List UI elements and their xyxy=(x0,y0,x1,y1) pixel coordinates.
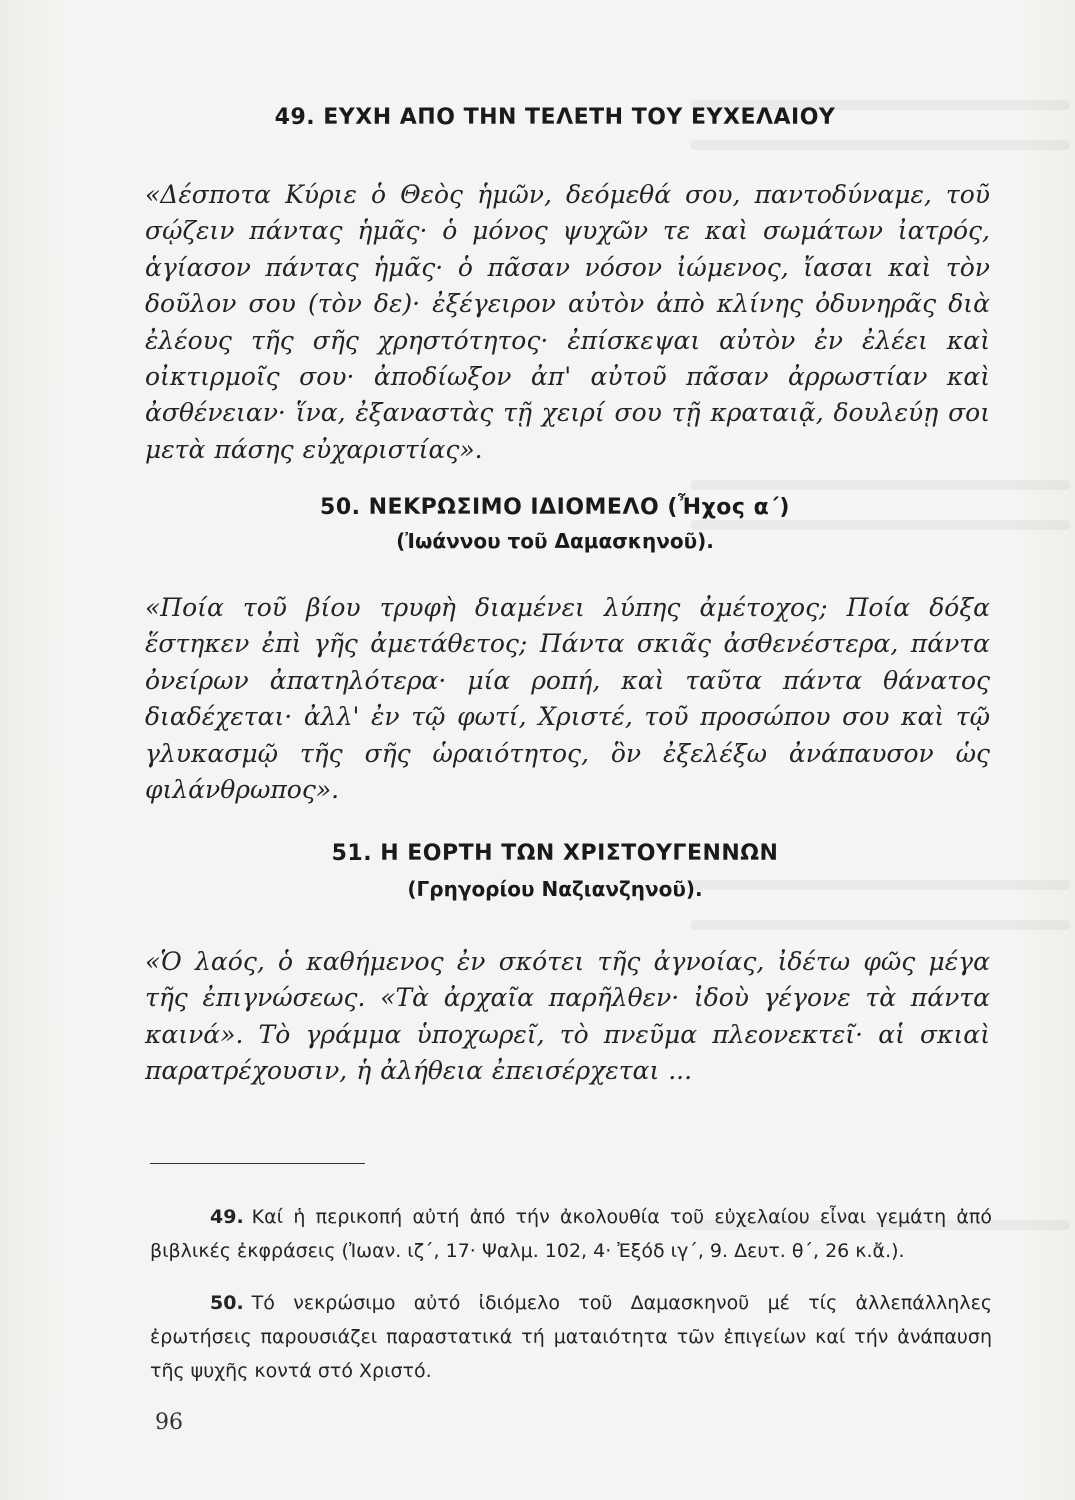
section-49-passage: «Δέσποτα Κύριε ὁ Θεὸς ἡμῶν, δεόμεθά σου, παντοδύναμε, τοῦ σῴζειν πάντας ἡμᾶς· ὁ μόνος ψυχῶν τε καὶ σωμάτων ἰατρός, ἁγίασον πάντας ἡμᾶς· ὁ πᾶσαν νόσον ἰώμενος, ἴασαι καὶ τὸν δοῦλον σου (τὸν δε)· ἐξέγειρον αὐτὸν ἀπὸ κλίνης ὀδυνηρᾶς διὰ ἐλέους τῆς σῆς χρηστότητος· ἐπίσκεψαι αὐτὸν ἐν ἐλέει καὶ οἰκτιρμοῖς σου· ἀποδίωξον ἀπ' αὐτοῦ πᾶσαν ἀρρωστίαν καὶ ἀσθένειαν· ἵνα, ἐξαναστὰς τῇ χειρί σου τῇ κραταιᾷ, δουλεύῃ σοι μετὰ πάσης εὐχαριστίας». xyxy=(145,180,990,464)
section-51-heading: 51. Η ΕΟΡΤΗ ΤΩΝ ΧΡΙΣΤΟΥΓΕΝΝΩΝ xyxy=(331,841,779,866)
section-50-subheading: (Ἰωάννου τοῦ Δαμασκηνοῦ). xyxy=(396,529,714,553)
section-49-heading: 49. ΕΥΧΗ ΑΠΟ ΤΗΝ ΤΕΛΕΤΗ ΤΟΥ ΕΥΧΕΛΑΙΟΥ xyxy=(274,105,836,130)
section-50-heading: 50. ΝΕΚΡΩΣΙΜΟ ΙΔΙΟΜΕΛΟ (Ἦχος α΄) xyxy=(320,495,790,520)
bleed-line xyxy=(690,140,1070,150)
bleed-line xyxy=(690,480,1070,490)
footnote-separator xyxy=(150,1163,365,1164)
bleed-line xyxy=(690,920,1070,930)
footnote-49 xyxy=(150,1200,992,1268)
footnote-50 xyxy=(150,1286,992,1388)
footnote-50-text: Τό νεκρώσιμο αὐτό ἰδιόμελο τοῦ Δαμασκηνοῦ μέ τίς ἀλλεπάλληλες ἐρωτήσεις παρουσιάζει παραστατικά τή ματαιότητα τῶν ἐπιγείων καί τήν ἀνάπαυση τῆς ψυχῆς κοντά στό Χριστό. xyxy=(150,1292,992,1382)
footnote-49-number: 49. xyxy=(210,1206,244,1228)
section-51-subheading: (Γρηγορίου Ναζιανζηνοῦ). xyxy=(407,877,703,901)
footnote-49-text: Καί ἡ περικοπή αὐτή ἀπό τήν ἀκολουθία τοῦ εὐχελαίου εἶναι γεμάτη ἀπό βιβλικές ἐκφράσεις (Ἰωαν. ιζ΄, 17· Ψαλμ. 102, 4· Ἐξόδ ιγ΄, 9. Δευτ. θ΄, 26 κ.ἄ.). xyxy=(150,1206,992,1262)
footnote-50-number: 50. xyxy=(210,1292,244,1314)
page-number: 96 xyxy=(155,1410,183,1435)
section-51-passage: «Ὁ λαός, ὁ καθήμενος ἐν σκότει τῆς ἀγνοίας, ἰδέτω φῶς μέγα τῆς ἐπιγνώσεως. «Τὰ ἀρχαῖα παρῆλθεν· ἰδοὺ γέγονε τὰ πάντα καινά». Τὸ γράμμα ὑποχωρεῖ, τὸ πνεῦμα πλεονεκτεῖ· αἱ σκιαὶ παρατρέχουσιν, ἡ ἀλήθεια ἐπεισέρχεται ... xyxy=(145,947,990,1086)
section-50-passage: «Ποία τοῦ βίου τρυφὴ διαμένει λύπης ἀμέτοχος; Ποία δόξα ἕστηκεν ἐπὶ γῆς ἀμετάθετος; Πάντα σκιᾶς ἀσθενέστερα, πάντα ὀνείρων ἀπατηλότερα· μία ροπή, καὶ ταῦτα πάντα θάνατος διαδέχεται· ἀλλ' ἐν τῷ φωτί, Χριστέ, τοῦ προσώπου σου καὶ τῷ γλυκασμῷ τῆς σῆς ὡραιότητος, ὃν ἐξελέξω ἀνάπαυσον ὡς φιλάνθρωπος». xyxy=(145,593,990,805)
